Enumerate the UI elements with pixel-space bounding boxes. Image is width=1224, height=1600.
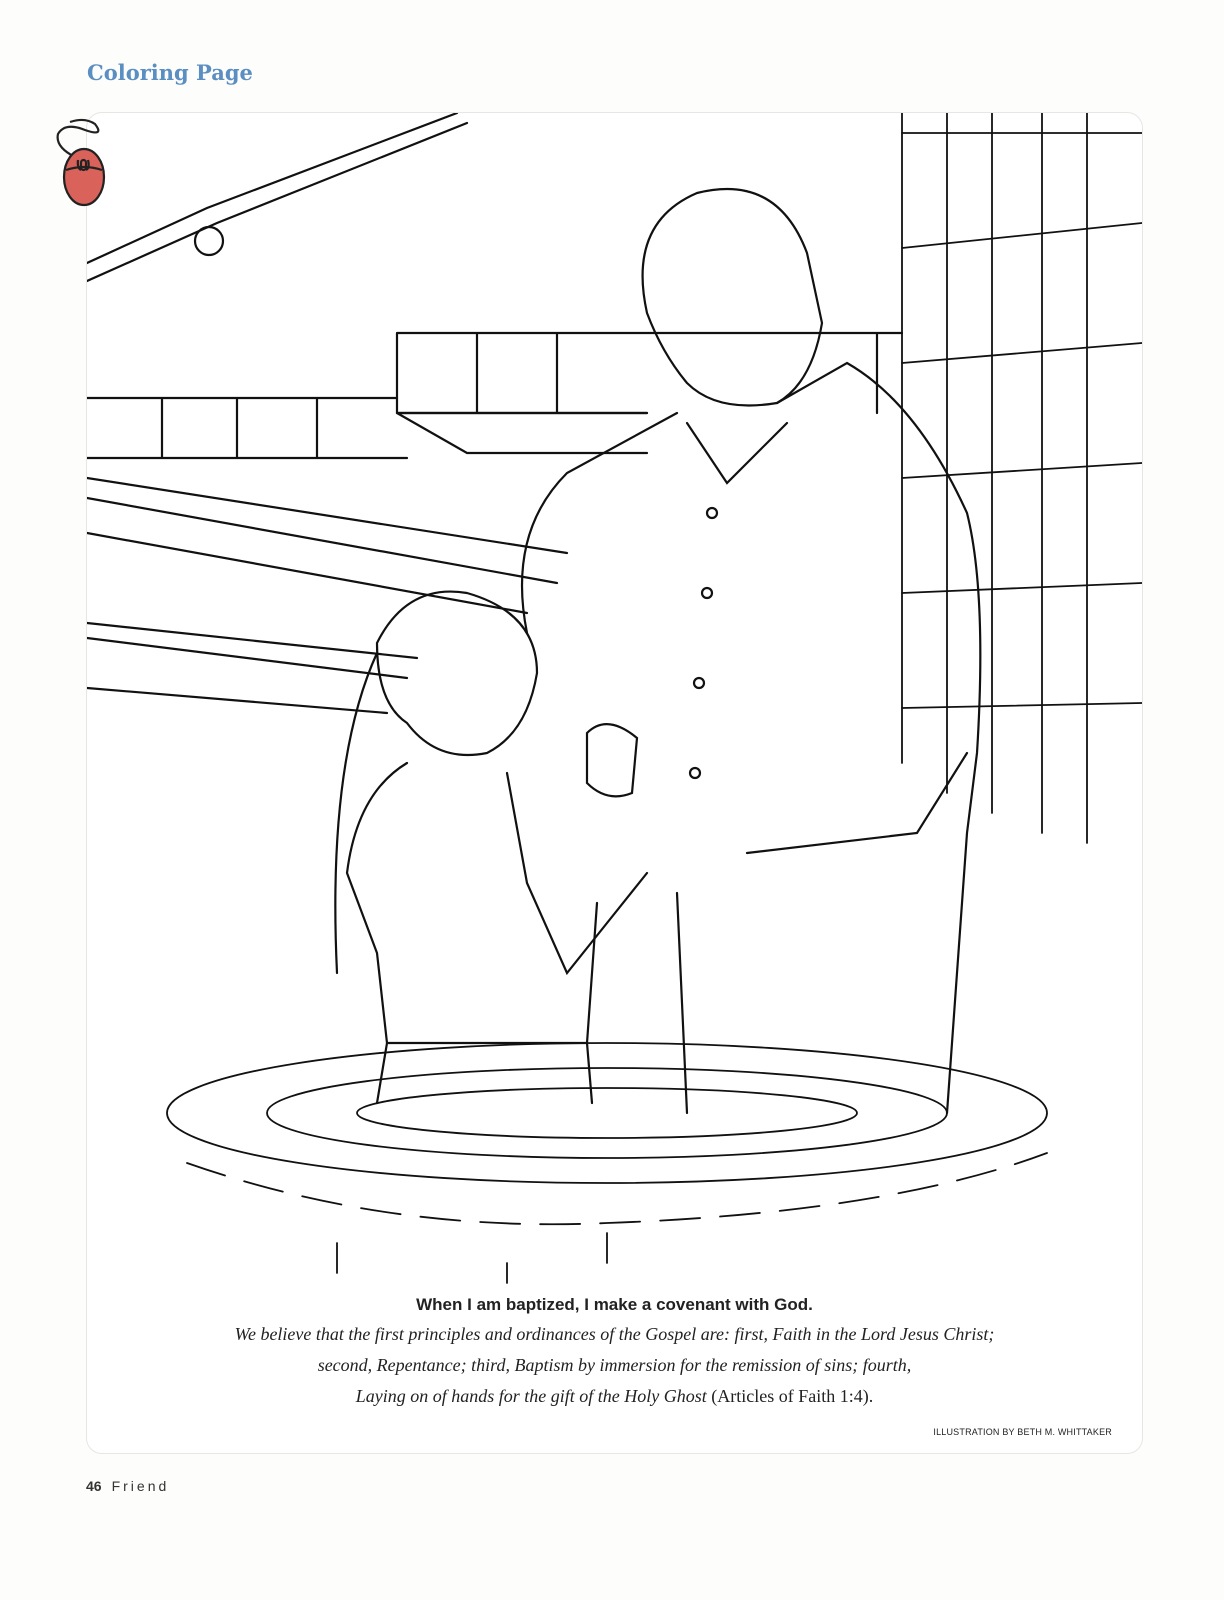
caption-title: When I am baptized, I make a covenant with God. bbox=[416, 1295, 813, 1314]
coloring-frame bbox=[86, 112, 1143, 1454]
page-footer bbox=[86, 1478, 169, 1494]
scripture-reference: (Articles of Faith 1:4). bbox=[711, 1386, 874, 1406]
caption bbox=[87, 1295, 1142, 1412]
caption-line-3-text: Laying on of hands for the gift of the Holy Ghost bbox=[355, 1386, 707, 1406]
caption-body bbox=[87, 1319, 1142, 1412]
page-heading: Coloring Page bbox=[87, 60, 253, 85]
caption-line-1: We believe that the first principles and ordinances of the Gospel are: first, Faith in the Lord Jesus Christ; bbox=[234, 1324, 995, 1344]
caption-line-2: second, Repentance; third, Baptism by immersion for the remission of sins; fourth, bbox=[317, 1355, 912, 1375]
magazine-name: Friend bbox=[111, 1478, 170, 1494]
baptism-illustration bbox=[87, 113, 1142, 1293]
page-number: 46 bbox=[86, 1478, 102, 1494]
caption-line-3 bbox=[87, 1381, 1142, 1412]
computer-mouse-icon bbox=[50, 112, 120, 212]
illustration-credit: ILLUSTRATION BY BETH M. WHITTAKER bbox=[933, 1427, 1112, 1437]
